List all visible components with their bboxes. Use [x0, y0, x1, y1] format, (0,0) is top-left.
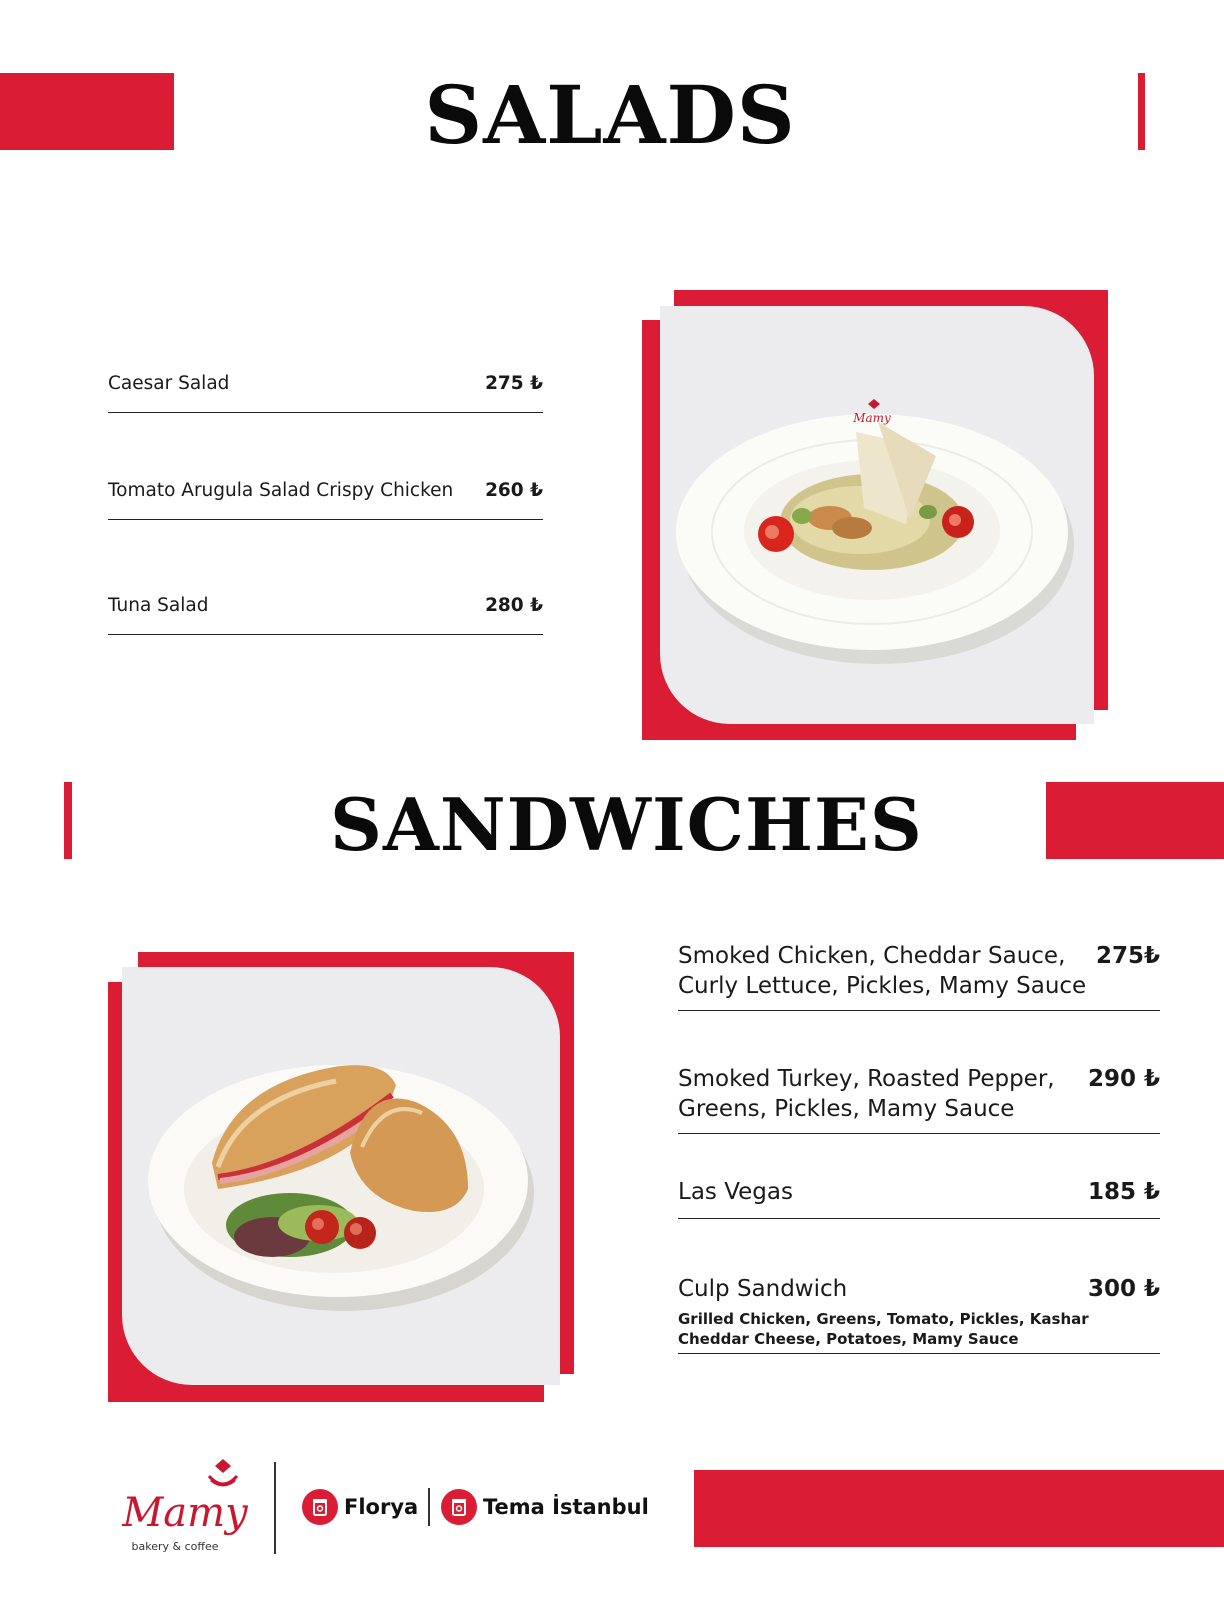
plate-logo [852, 399, 891, 425]
sandwich-item [678, 1064, 1160, 1134]
sandwich-item-name: Smoked Chicken, Cheddar Sauce, Curly Lettuce, Pickles, Mamy Sauce [678, 943, 1087, 999]
sandwich-photo-card [122, 967, 560, 1385]
footer-bar [694, 1470, 1224, 1547]
salad-item-name: Tuna Salad [108, 595, 209, 616]
coffee-cup-icon [302, 1489, 338, 1525]
sandwich-item [678, 941, 1160, 1011]
sandwich-photo [108, 952, 574, 1402]
location-florya [302, 1488, 418, 1526]
sandwich-item [678, 1274, 1160, 1354]
sandwich-item-name: Culp Sandwich [678, 1276, 848, 1302]
salad-item-price: 260 ₺ [485, 480, 543, 501]
salad-item-price: 275 ₺ [485, 373, 543, 394]
brand-logo [115, 1458, 255, 1558]
sandwich-item-price: 185 ₺ [1087, 1179, 1160, 1205]
sandwiches-left-bar [64, 782, 72, 859]
location-tema-istanbul [441, 1488, 649, 1526]
salad-item [108, 480, 543, 520]
salad-item-name: Tomato Arugula Salad Crispy Chicken [108, 480, 454, 501]
salads-title: SALADS [424, 68, 796, 162]
logo-tagline: bakery & coffee [131, 1540, 219, 1553]
location-label: Tema İstanbul [483, 1495, 649, 1519]
plate-logo-text: Mamy [853, 411, 891, 425]
salads-right-bar [1138, 73, 1145, 150]
location-divider [428, 1488, 430, 1526]
sandwich-image [122, 967, 560, 1385]
sandwich-item-price: 290 ₺ [1087, 1066, 1160, 1092]
sandwich-item [678, 1177, 1160, 1219]
sandwich-item-price: 275₺ [1095, 943, 1160, 969]
salad-item-price: 280 ₺ [485, 595, 543, 616]
logo-wordmark: Mamy [122, 1490, 248, 1536]
sandwich-item-price: 300 ₺ [1087, 1276, 1160, 1302]
salad-item-name: Caesar Salad [108, 373, 230, 394]
footer-divider [274, 1462, 276, 1554]
salad-item [108, 595, 543, 635]
sandwiches-right-bar [1046, 782, 1224, 859]
sandwich-item-description: Grilled Chicken, Greens, Tomato, Pickles, Kashar Cheddar Cheese, Potatoes, Mamy Sauce [678, 1310, 1089, 1348]
salad-photo [642, 290, 1108, 740]
coffee-cup-icon [441, 1489, 477, 1525]
salad-item [108, 373, 543, 413]
location-label: Florya [344, 1495, 419, 1519]
salads-left-bar [0, 73, 174, 150]
sandwiches-title: SANDWICHES [330, 782, 923, 867]
sandwich-item-name: Las Vegas [678, 1179, 793, 1205]
sandwich-item-name: Smoked Turkey, Roasted Pepper, Greens, Pickles, Mamy Sauce [678, 1066, 1055, 1122]
caesar-salad-image [660, 306, 1094, 724]
salad-photo-card [660, 306, 1094, 724]
